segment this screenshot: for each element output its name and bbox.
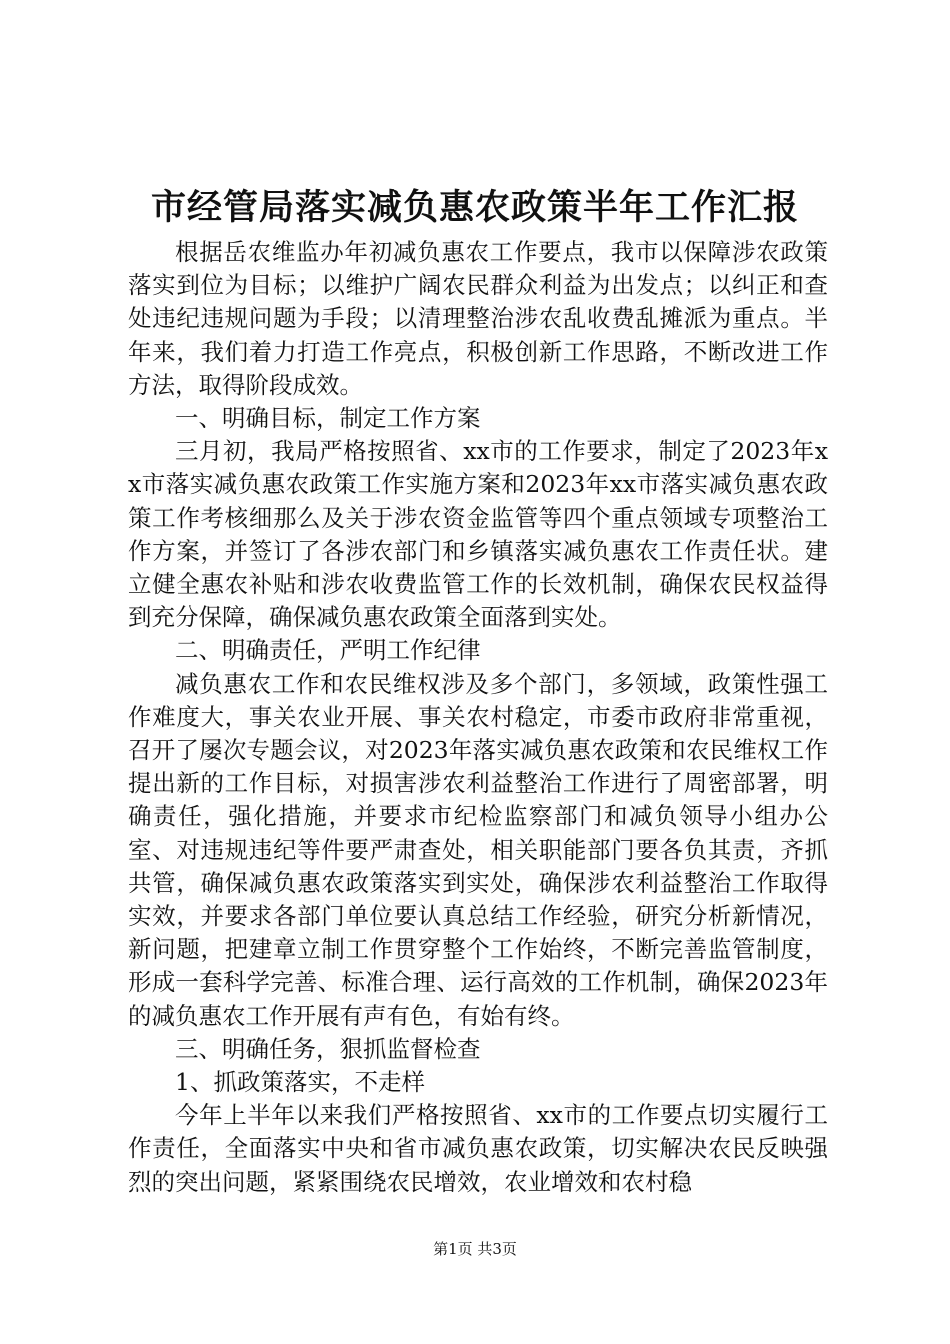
- subsection-heading-1: 1、抓政策落实，不走样: [175, 1068, 425, 1097]
- paragraph-subsection-1: 今年上半年以来我们严格按照省、xx市的工作要点切实履行工作责任，全面落实中央和省市减负惠农政策，切实解决农民反映强烈的突出问题，紧紧围绕农民增效，农业增效和农村稳: [128, 1101, 828, 1196]
- paragraph-section-2: 减负惠农工作和农民维权涉及多个部门，多领域，政策性强工作难度大，事关农业开展、事关农村稳定，市委市政府非常重视，召开了屡次专题会议，对2023年落实减负惠农政策和农民维权工作提出新的工作目标，对损害涉农利益整治工作进行了周密部署，明确责任，强化措施，并要求市纪检监察部门和减负领导小组办公室、对违规违纪等件要严肃查处，相关职能部门要各负其责，齐抓共管，确保减负惠农政策落实到实处，确保涉农利益整治工作取得实效，并要求各部门单位要认真总结工作经验，研究分析新情况，新问题，把建章立制工作贯穿整个工作始终，不断完善监管制度，形成一套科学完善、标准合理、运行高效的工作机制，确保2023年的减负惠农工作开展有声有色，有始有终。: [128, 669, 828, 1030]
- section-heading-2: 二、明确责任，严明工作纪律: [175, 636, 481, 665]
- section-heading-3: 三、明确任务，狠抓监督检查: [175, 1034, 481, 1063]
- page-footer: 第1页 共3页: [433, 1240, 517, 1258]
- section-heading-1: 一、明确目标，制定工作方案: [175, 404, 481, 433]
- document-body: [128, 236, 828, 1199]
- paragraph-intro: 根据岳农维监办年初减负惠农工作要点，我市以保障涉农政策落实到位为目标；以维护广阔农民群众利益为出发点；以纠正和查处违纪违规问题为手段；以清理整治涉农乱收费乱摊派为重点。半年来，我们着力打造工作亮点，积极创新工作思路，不断改进工作方法，取得阶段成效。: [128, 238, 828, 399]
- document-title: 市经管局落实减负惠农政策半年工作汇报: [150, 188, 799, 228]
- paragraph-section-1: 三月初，我局严格按照省、xx市的工作要求，制定了2023年xx市落实减负惠农政策工作实施方案和2023年xx市落实减负惠农政策工作考核细那么及关于涉农资金监管等四个重点领域专项整治工作方案，并签订了各涉农部门和乡镇落实减负惠农工作责任状。建立健全惠农补贴和涉农收费监管工作的长效机制，确保农民权益得到充分保障，确保减负惠农政策全面落到实处。: [128, 437, 828, 632]
